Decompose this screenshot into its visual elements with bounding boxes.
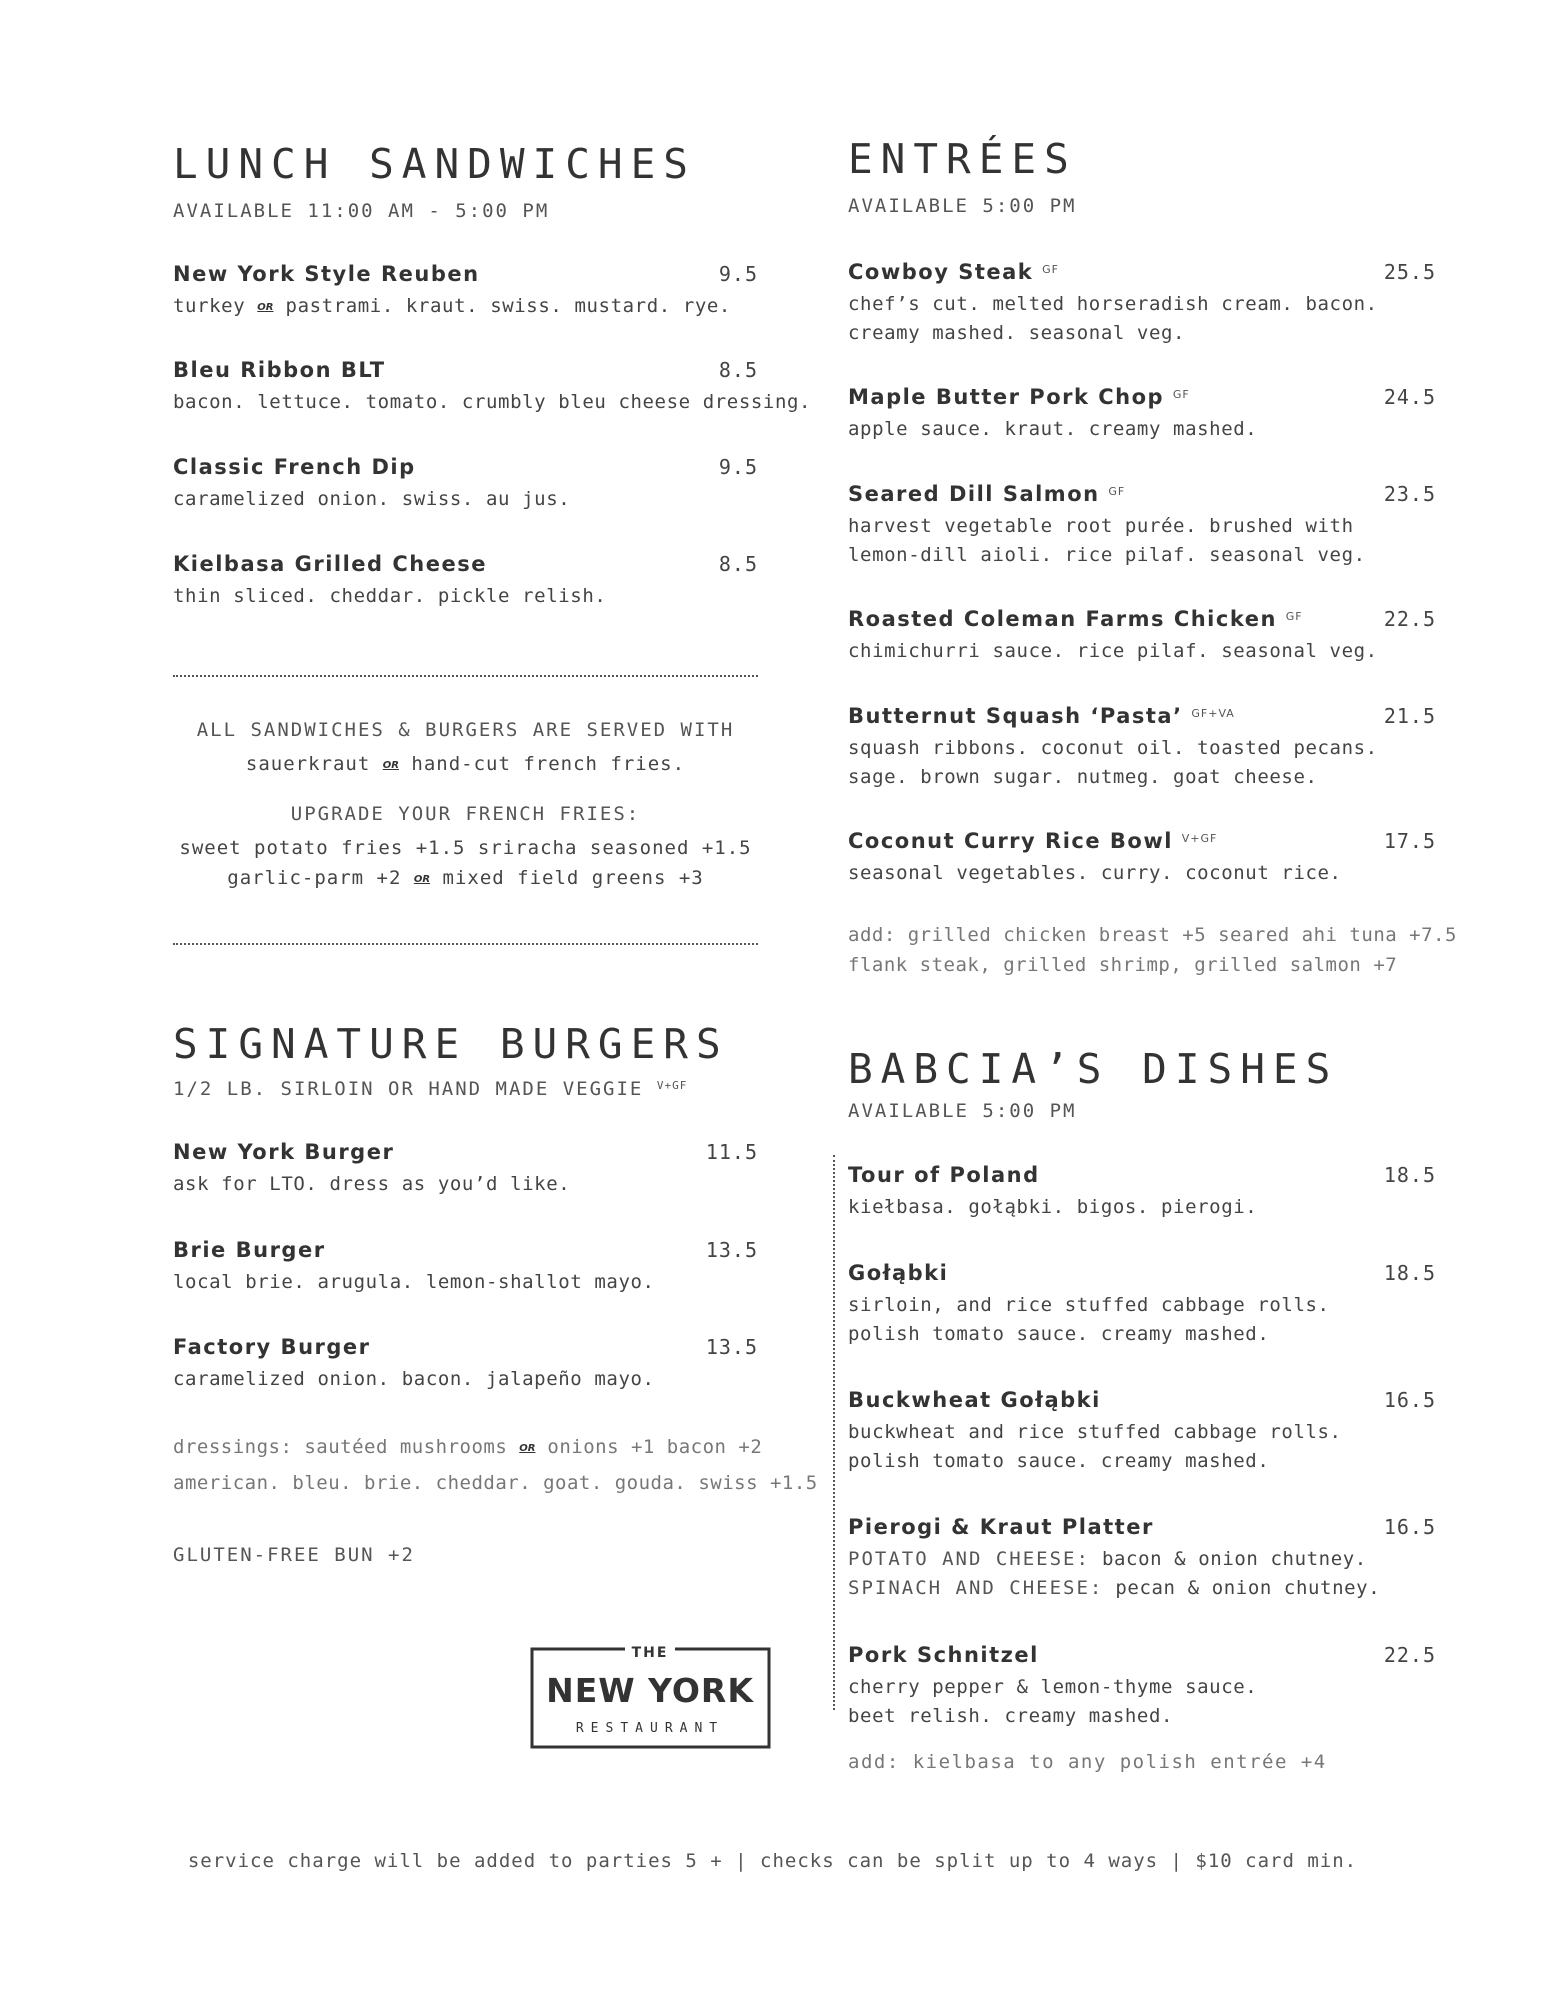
menu-item-coleman-farms-chicken [848,607,1436,666]
menu-item-pork-chop [848,385,1436,444]
menu-item-french-dip [173,455,758,514]
vertical-divider [833,1155,835,1710]
item-price: 18.5 [1383,1163,1436,1187]
item-description: caramelized onion. bacon. jalapeño mayo. [173,1368,655,1390]
divider [173,675,758,677]
logo-line1: THE [631,1645,669,1661]
or-icon: OR [382,760,399,771]
item-description: cherry pepper & lemon-thyme sauce. beet relish. creamy mashed. [848,1676,1258,1727]
item-price: 13.5 [705,1238,758,1262]
menu-item-new-york-burger [173,1140,758,1199]
item-price: 16.5 [1383,1515,1436,1539]
item-name: Maple Butter Pork Chop $^{GF}$ [848,385,1190,409]
item-description: chef’s cut. melted horseradish cream. bacon. creamy mashed. seasonal veg. [848,293,1378,344]
item-name: Cowboy Steak $^{GF}$ [848,260,1059,284]
or-icon: OR [413,874,431,885]
babcia-title: BABCIA’S DISHES [848,1045,1339,1093]
item-name: Coconut Curry Rice Bowl $^{V+GF}$ [848,829,1218,853]
item-price: 8.5 [718,552,758,576]
addon-line1: add: grilled chicken breast +5 seared ahi tuna +7.5 [848,924,1457,946]
sides-line1: ALL SANDWICHES & BURGERS ARE SERVED WITH [196,719,735,741]
item-description: ask for LTO. dress as you’d like. [173,1173,571,1195]
dietary-tag: GF [1042,263,1059,276]
item-price: 22.5 [1383,607,1436,631]
entrees-title: ENTRÉES [848,135,1077,183]
item-description: chimichurri sauce. rice pilaf. seasonal veg. [848,640,1378,662]
entree-addons [848,920,1457,980]
cheeses-line: american. bleu. brie. cheddar. goat. gouda. swiss +1.5 [173,1472,818,1494]
item-name: New York Style Reuben [173,262,480,286]
lunch-subtitle: AVAILABLE 11:00 AM - 5:00 PM [173,200,550,222]
logo-line3: RESTAURANT [575,1721,725,1736]
item-description: thin sliced. cheddar. pickle relish. [173,585,607,607]
upgrade-title: UPGRADE YOUR FRENCH FRIES: [290,803,641,825]
lunch-title: LUNCH SANDWICHES [173,140,696,188]
menu-item-pork-schnitzel [848,1643,1436,1731]
entrees-subtitle: AVAILABLE 5:00 PM [848,195,1077,217]
item-description: sirloin, and rice stuffed cabbage rolls. polish tomato sauce. creamy mashed. [848,1294,1330,1345]
menu-item-seared-dill-salmon [848,482,1436,570]
logo-line2: NEW YORK [546,1671,754,1710]
item-description: turkey OR pastrami. kraut. swiss. mustard. rye. [173,292,758,322]
item-name: Pork Schnitzel [848,1643,1039,1667]
upgrade-line1: sweet potato fries +1.5 sriracha seasoned +1.5 [179,837,752,859]
item-name: Brie Burger [173,1238,326,1262]
dressings-line: dressings: sautéed mushrooms OR onions +1 bacon +2 [173,1430,758,1466]
item-description: kiełbasa. gołąbki. bigos. pierogi. [848,1196,1258,1218]
dietary-tag: V+GF [1181,832,1218,845]
item-name: Gołąbki [848,1261,949,1285]
item-price: 8.5 [718,358,758,382]
item-name: Buckwheat Gołąbki [848,1388,1101,1412]
item-name: Classic French Dip [173,455,416,479]
menu-item-brie-burger [173,1238,758,1297]
menu-item-cowboy-steak [848,260,1436,348]
item-description: local brie. arugula. lemon-shallot mayo. [173,1271,655,1293]
item-description: harvest vegetable root purée. brushed with lemon-dill aioli. rice pilaf. seasonal veg. [848,515,1366,566]
item-name: Pierogi & Kraut Platter [848,1515,1154,1539]
dietary-tag: GF [1108,485,1126,498]
menu-item-buckwheat-golabki [848,1388,1436,1476]
item-description: seasonal vegetables. curry. coconut rice. [848,862,1342,884]
item-description: squash ribbons. coconut oil. toasted pecans. sage. brown sugar. nutmeg. goat cheese. [848,737,1378,788]
dietary-tag: GF [1285,610,1303,623]
menu-item-pierogi-kraut-platter [848,1515,1436,1603]
dietary-tag: GF+VA [1191,707,1235,720]
item-name: New York Burger [173,1140,395,1164]
item-name: Factory Burger [173,1335,371,1359]
item-price: 11.5 [705,1140,758,1164]
menu-item-reuben [173,262,758,322]
addon-line2: flank steak, grilled shrimp, grilled salmon +7 [848,954,1398,976]
item-price: 22.5 [1383,1643,1436,1667]
restaurant-logo [529,1637,772,1752]
dietary-tag: V+GF [656,1079,688,1092]
divider [173,943,758,945]
menu-item-kielbasa-grilled-cheese [173,552,758,611]
or-icon: OR [257,302,274,313]
sides-line2: sauerkraut OR hand-cut french fries. [173,747,758,783]
item-price: 13.5 [705,1335,758,1359]
gluten-free-note: GLUTEN-FREE BUN +2 [173,1544,415,1566]
or-icon: OR [519,1443,536,1454]
footer-policy: service charge will be added to parties 5 + | checks can be split up to 4 ways | $10 card min. [187,1850,1358,1872]
item-price: 16.5 [1383,1388,1436,1412]
item-description: POTATO AND CHEESE: bacon & onion chutney. SPINACH AND CHEESE: pecan & onion chutney. [848,1548,1381,1599]
item-description: caramelized onion. swiss. au jus. [173,488,571,510]
polish-addon-note: add: kielbasa to any polish entrée +4 [848,1751,1327,1773]
item-description: bacon. lettuce. tomato. crumbly bleu cheese dressing. [173,391,812,413]
dietary-tag: GF [1172,388,1190,401]
item-price: 9.5 [718,455,758,479]
item-price: 18.5 [1383,1261,1436,1285]
menu-item-golabki [848,1261,1436,1349]
item-name: Kielbasa Grilled Cheese [173,552,487,576]
item-price: 9.5 [718,262,758,286]
burger-addons [173,1430,818,1500]
sides-note [173,713,758,897]
item-description: buckwheat and rice stuffed cabbage rolls. polish tomato sauce. creamy mashed. [848,1421,1342,1472]
item-price: 17.5 [1383,829,1436,853]
item-name: Bleu Ribbon BLT [173,358,386,382]
burgers-title: SIGNATURE BURGERS [173,1020,729,1068]
upgrade-line2: garlic-parm +2 OR mixed field greens +3 [173,861,758,897]
item-name: Seared Dill Salmon $^{GF}$ [848,482,1126,506]
menu-item-blt [173,358,812,417]
babcia-subtitle: AVAILABLE 5:00 PM [848,1100,1077,1122]
item-name: Butternut Squash ‘Pasta’ $^{GF+VA}$ [848,704,1235,728]
burgers-subtitle: 1/2 LB. SIRLOIN OR HAND MADE VEGGIE $^{V+GF}$ [173,1078,688,1100]
item-name: Roasted Coleman Farms Chicken $^{GF}$ [848,607,1303,631]
item-description: apple sauce. kraut. creamy mashed. [848,418,1258,440]
item-price: 25.5 [1383,260,1436,284]
item-name: Tour of Poland [848,1163,1040,1187]
menu-item-butternut-squash-pasta [848,704,1436,792]
item-price: 23.5 [1383,482,1436,506]
menu-item-tour-of-poland [848,1163,1436,1222]
menu-item-factory-burger [173,1335,758,1394]
item-price: 21.5 [1383,704,1436,728]
menu-item-coconut-curry-rice-bowl [848,829,1436,888]
item-price: 24.5 [1383,385,1436,409]
